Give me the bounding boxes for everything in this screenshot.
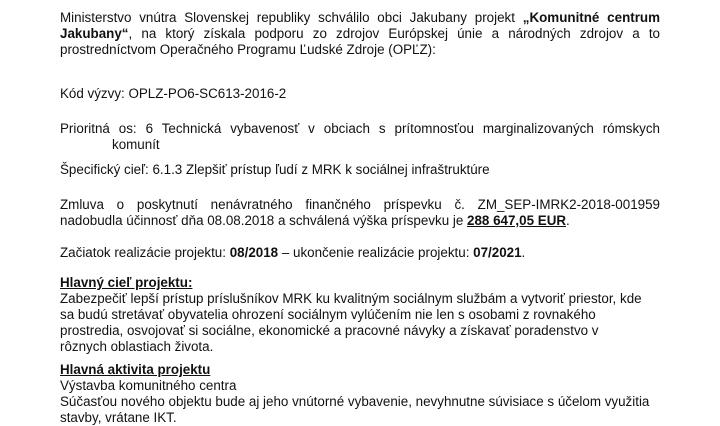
realization-period bbox=[60, 245, 660, 261]
main-goal-line: sa budú stretávať obyvatelia ohrození sociálnym vylúčením nie len s osobami z rovnakého bbox=[60, 307, 596, 322]
start-label: Začiatok realizácie projektu: bbox=[60, 245, 230, 260]
contract-line-2-text: nadobudla účinnosť dňa 08.08.2018 a schválená výška príspevku je bbox=[60, 213, 468, 228]
main-activity-line: stavby, vrátane IKT. bbox=[60, 410, 177, 425]
main-goal-line: Zabezpečiť lepší prístup príslušníkov MRK ku kvalitným sociálnym službám a vytvoriť priestor, kde bbox=[60, 291, 642, 306]
main-activity-line: Výstavba komunitného centra bbox=[60, 378, 237, 393]
main-activity-section bbox=[60, 362, 660, 426]
project-name: „Komunitné centrum Jakubany“ bbox=[60, 10, 661, 41]
priority-axis-label: Prioritná os: 6 Technická vybavenosť v obciach s prítomnosťou marginalizovaných rómskych bbox=[60, 121, 660, 136]
contract-paragraph bbox=[60, 197, 660, 229]
end-value: 07/2021 bbox=[473, 245, 522, 260]
start-value: 08/2018 bbox=[229, 245, 279, 260]
end-label: – ukončenie realizácie projektu: bbox=[278, 245, 474, 260]
main-activity-line: Súčasťou nového objektu bude aj jeho vnútorné vybavenie, nevyhnutne súvisiace s účelom využitia bbox=[60, 394, 650, 409]
contract-line-1: Zmluva o poskytnutí nenávratného finančného príspevku č. ZM_SEP-IMRK2-2018-001959 bbox=[60, 197, 660, 212]
priority-axis bbox=[60, 121, 660, 153]
main-goal-heading: Hlavný cieľ projektu: bbox=[60, 275, 193, 290]
priority-axis-continuation: komunít bbox=[112, 137, 160, 152]
contract-line-2 bbox=[60, 213, 660, 229]
main-activity-heading: Hlavná aktivita projektu bbox=[60, 362, 211, 377]
end-punct: . bbox=[521, 245, 526, 260]
call-code: Kód výzvy: OPLZ-PO6-SC613-2016-2 bbox=[60, 86, 287, 101]
specific-goal: Špecifický cieľ: 6.1.3 Zlepšiť prístup ľudí z MRK k sociálnej infraštruktúre bbox=[60, 162, 490, 177]
grant-amount: 288 647,05 EUR bbox=[467, 213, 567, 228]
contract-line-2-end: . bbox=[566, 213, 570, 228]
intro-text-after: , na ktorý získala podporu zo zdrojov Európskej únie a národných zdrojov a to prostredníctvom Operačného Programu Ľudské Zdroje (OPĽZ): bbox=[60, 26, 660, 57]
main-goal-line: rôznych oblastiach života. bbox=[60, 339, 214, 354]
main-goal-line: prostredia, osvojovať si sociálne, ekonomické a pracovné návyky a získavať poradenstvo v bbox=[60, 323, 599, 338]
intro-paragraph bbox=[60, 10, 660, 58]
main-goal-section bbox=[60, 275, 660, 355]
intro-text-before: Ministerstvo vnútra Slovenskej republiky schválilo obci Jakubany projekt bbox=[60, 10, 523, 25]
